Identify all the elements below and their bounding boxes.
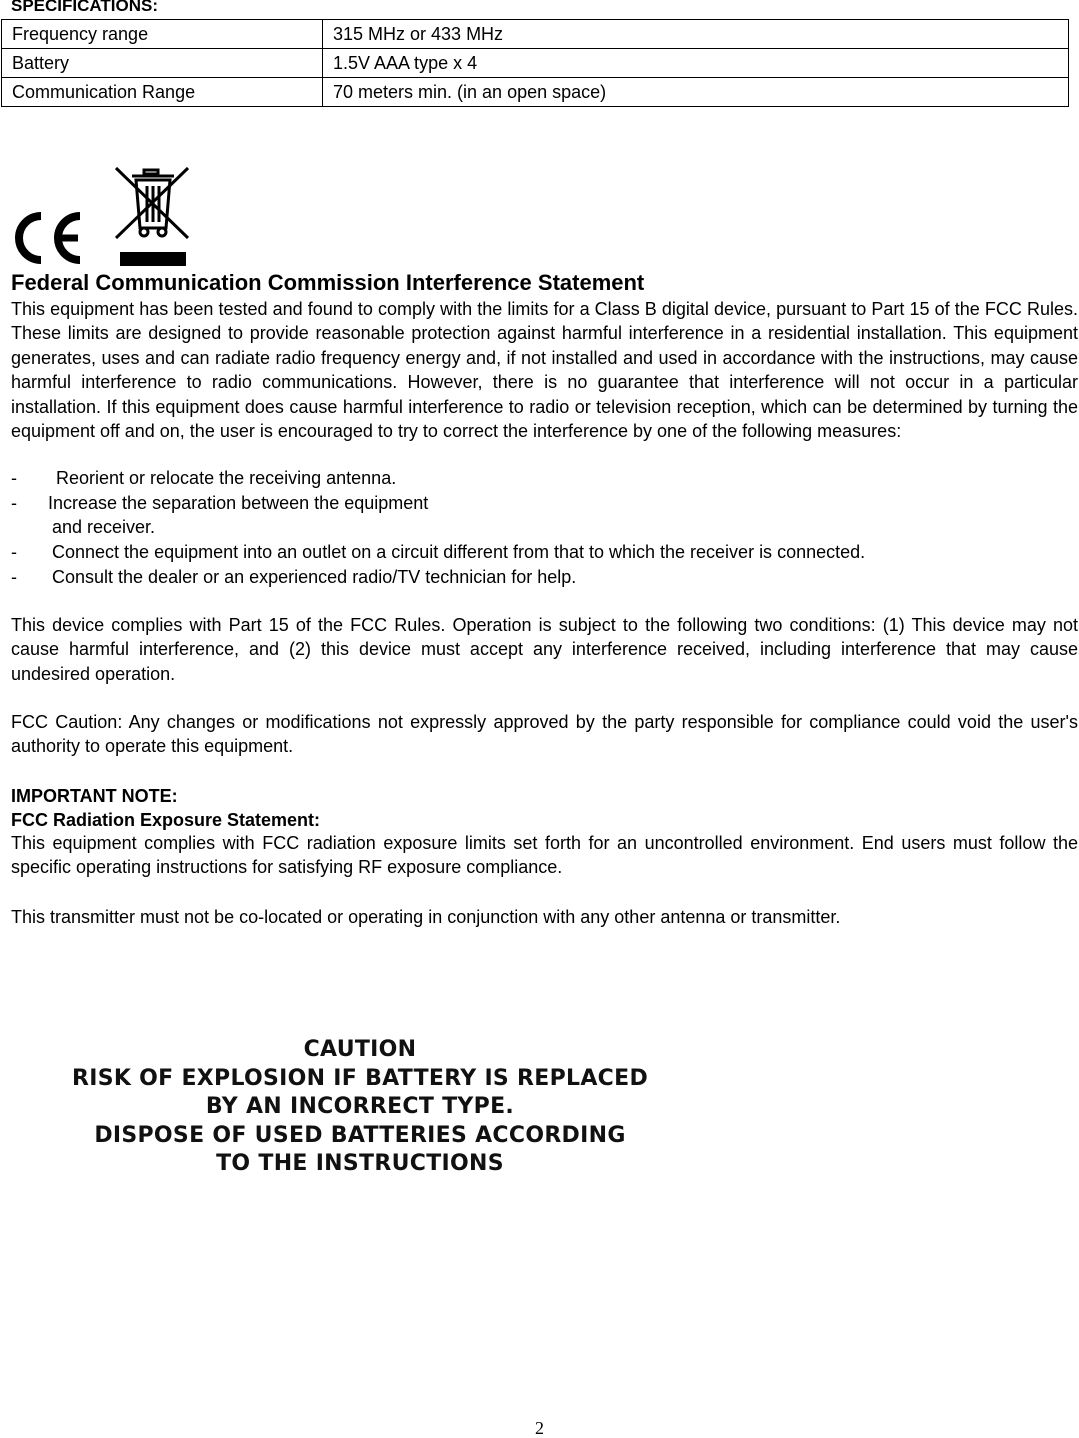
ce-mark-icon (10, 210, 84, 266)
fcc-intro-paragraph: This equipment has been tested and found to comply with the limits for a Class B digital device, pursuant to Part 15 of the FCC Rules. These limits are designed to provide reasonable protection against harmful interference in a residential installation. This equipment generates, uses and can radiate radio frequency energy and, if not installed and used in accordance with the instructions, may cause harmful interference to radio communications. However, there is no guarantee that interference will not occur in a particular installation. If this equipment does cause harmful interference to radio or television reception, which can be determined by turning the equipment off and on, the user is encouraged to try to correct the interference by one of the following measures: (11, 299, 1078, 442)
radiation-exposure-heading: FCC Radiation Exposure Statement: (11, 810, 321, 830)
radiation-exposure-paragraph: This equipment complies with FCC radiation exposure limits set forth for an uncontrolled environment. End users must follow the specific operating instructions for satisfying RF exposure compliance. (11, 833, 1078, 878)
list-dash: - (11, 542, 17, 562)
caution-line: BY AN INCORRECT TYPE. (205, 1094, 515, 1119)
list-item: Increase the separation between the equipment (48, 493, 429, 513)
caution-line: DISPOSE OF USED BATTERIES ACCORDING (94, 1122, 626, 1148)
part15-paragraph: This device complies with Part 15 of the FCC Rules. Operation is subject to the following two conditions: (1) This device may not cause harmful interference, and (2) this device must accept any interference received, including interference that may cause undesired operation. (11, 615, 1078, 684)
crossed-out-wheelie-bin-icon (112, 164, 192, 270)
list-dash: - (11, 567, 17, 587)
list-item-continuation: and receiver. (52, 517, 156, 537)
specifications-heading: SPECIFICATIONS: (11, 0, 159, 15)
caution-line: TO THE INSTRUCTIONS (216, 1151, 504, 1176)
table-row (2, 49, 1069, 78)
spec-value: 1.5V AAA type x 4 (323, 49, 1069, 78)
list-item: Reorient or relocate the receiving antenna. (56, 468, 397, 488)
table-row (2, 20, 1069, 49)
important-note-heading: IMPORTANT NOTE: (11, 786, 178, 806)
list-dash: - (11, 468, 17, 488)
battery-caution-label (50, 1036, 670, 1179)
spec-value: 315 MHz or 433 MHz (323, 20, 1069, 49)
spec-value: 70 meters min. (in an open space) (323, 78, 1069, 107)
page-number: 2 (535, 1418, 544, 1438)
list-item: Consult the dealer or an experienced radio/TV technician for help. (52, 567, 577, 587)
specifications-table (1, 19, 1069, 107)
caution-title: CAUTION (303, 1037, 417, 1062)
fcc-caution-paragraph: FCC Caution: Any changes or modifications not expressly approved by the party responsible for compliance could void the user's authority to operate this equipment. (11, 712, 1078, 757)
list-item: Connect the equipment into an outlet on a circuit different from that to which the receiver is connected. (52, 542, 866, 562)
spec-label: Frequency range (2, 20, 323, 49)
fcc-statement-title: Federal Communication Commission Interference Statement (11, 270, 645, 295)
spec-label: Battery (2, 49, 323, 78)
caution-line: RISK OF EXPLOSION IF BATTERY IS REPLACED (71, 1065, 649, 1091)
colocation-paragraph: This transmitter must not be co-located or operating in conjunction with any other antenna or transmitter. (11, 907, 841, 927)
table-row (2, 78, 1069, 107)
list-dash: - (11, 493, 17, 513)
spec-label: Communication Range (2, 78, 323, 107)
